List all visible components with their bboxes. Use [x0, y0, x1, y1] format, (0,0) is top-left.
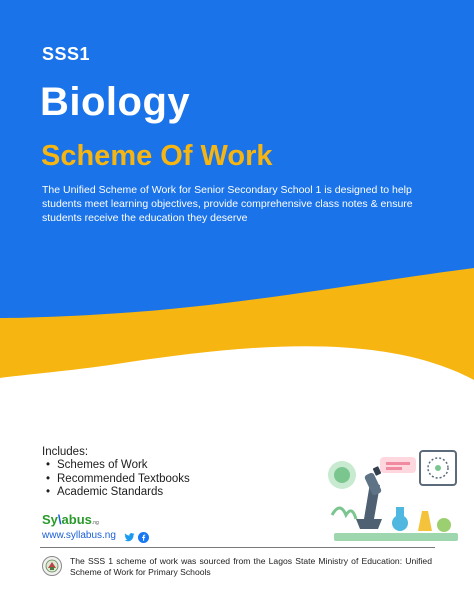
includes-list	[46, 459, 190, 500]
source-note: The SSS 1 scheme of work was sourced from the Lagos State Ministry of Education: Unified Scheme of Work for Primary Schools	[70, 556, 432, 577]
list-item: • Schemes of Work	[46, 459, 190, 473]
description: The Unified Scheme of Work for Senior Secondary School 1 is designed to help students meet learning objectives, provide comprehensive class notes & ensure students receive the education they deserve	[42, 184, 413, 224]
twitter-icon[interactable]	[124, 530, 135, 541]
class-level: SSS1	[42, 44, 91, 64]
footer-divider	[40, 547, 435, 548]
social-links	[124, 530, 149, 541]
page-title: Biology	[40, 80, 191, 124]
facebook-icon[interactable]	[138, 530, 149, 541]
page-subtitle: Scheme Of Work	[41, 140, 273, 172]
website-link[interactable]: www.syllabus.ng	[42, 530, 116, 541]
list-item: • Recommended Textbooks	[46, 473, 190, 487]
brand-logo: Sy\abus.ng	[42, 512, 99, 527]
ministry-seal	[42, 556, 62, 576]
list-item: • Academic Standards	[46, 486, 190, 500]
includes-label: Includes:	[42, 446, 89, 458]
lab-illustration	[320, 445, 470, 545]
